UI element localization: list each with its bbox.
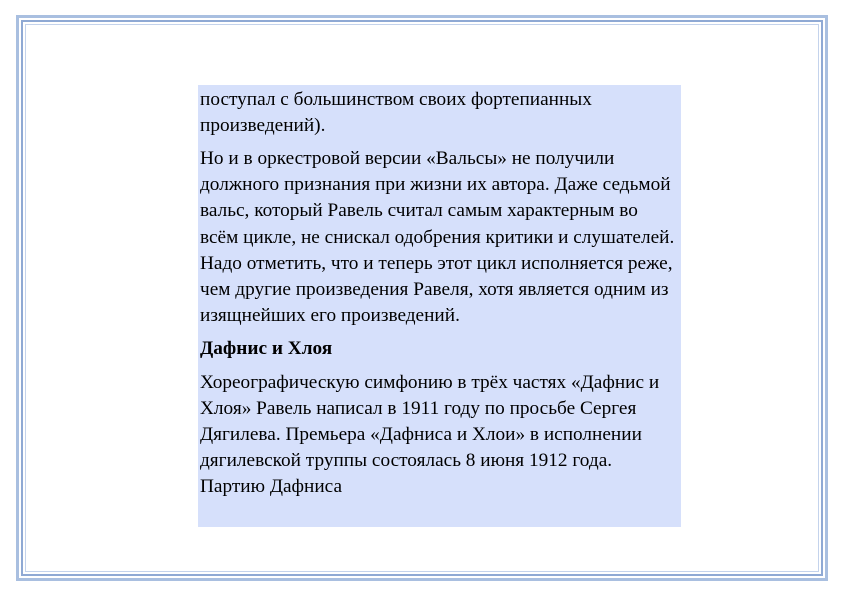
paragraph-continuation: поступал с большинством своих фортепианных произведений). — [200, 89, 592, 137]
paragraph-valses-reception: Но и в оркестровой версии «Вальсы» не получили должного признания при жизни их автора. Даже седьмой вальс, который Равель считал самым характерным во всём цикле, не снискал одобрения критики и слушателей. Надо отметить, что и теперь этот цикл исполняется реже, чем другие произведения Равеля, хотя является одним из изящнейших его произведений. — [200, 147, 675, 327]
paragraph-daphnis-chloe: Хореографическую симфонию в трёх частях «Дафнис и Хлоя» Равель написал в 1911 году по просьбе Сергея Дягилева. Премьера «Дафниса и Хлои» в исполнении дягилевской труппы состоялась 8 июня 1912 года. Партию Дафниса — [200, 371, 660, 498]
section-heading-daphnis-chloe: Дафнис и Хлоя — [200, 337, 333, 359]
highlighted-text-block — [198, 85, 681, 527]
